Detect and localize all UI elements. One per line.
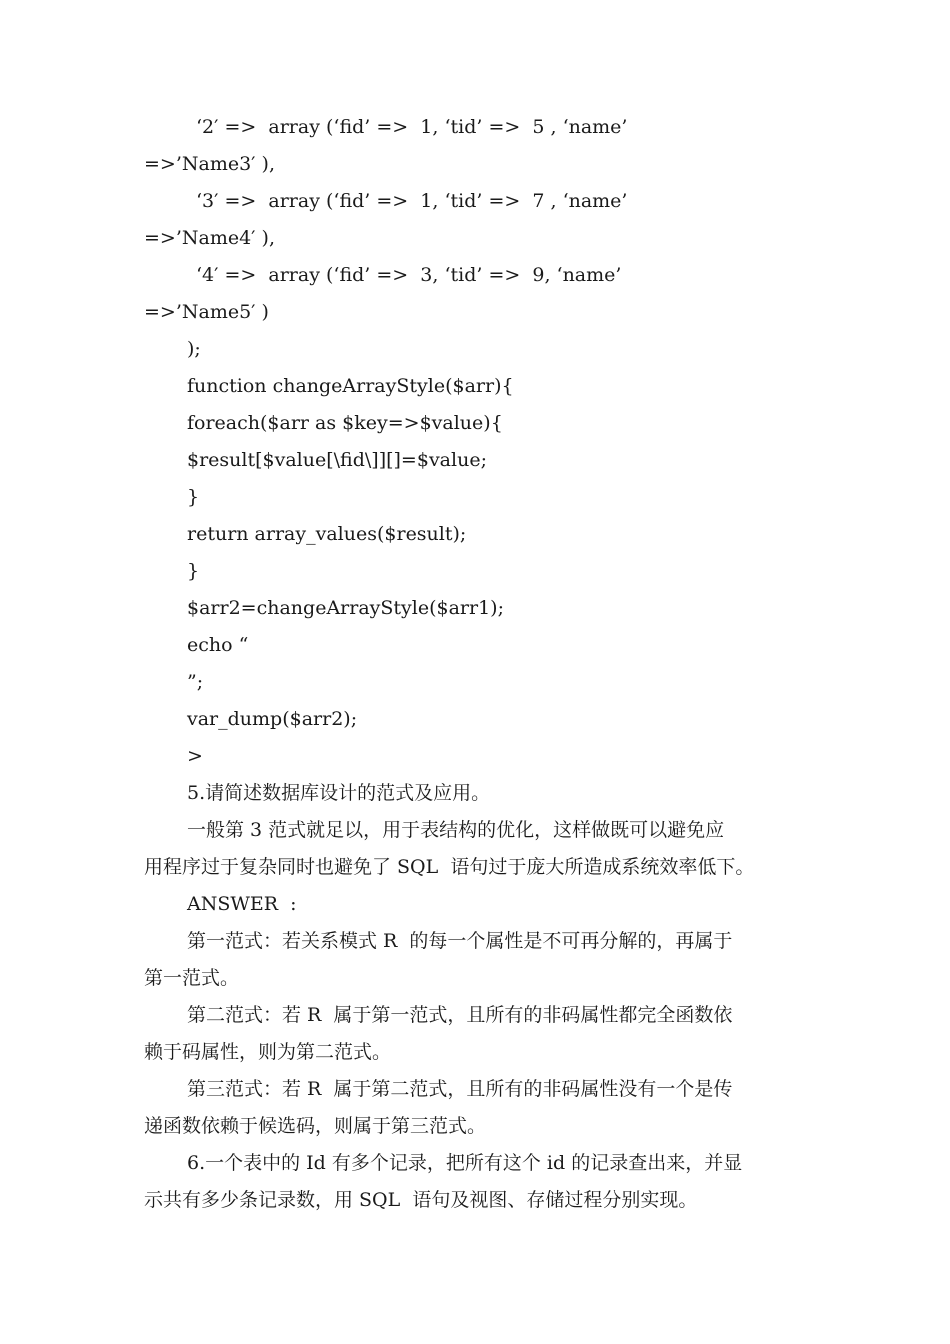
- code-line-array-entry-2: ‘2′ => array (‘fid’ => 1, ‘tid’ => 5 , ‘name’: [196, 116, 628, 138]
- code-line-foreach: foreach($arr as $key=>$value){: [187, 412, 503, 434]
- second-normal-form-line-2: 赖于码属性，则为第二范式。: [144, 1041, 392, 1063]
- code-line-array-entry-3-cont: =>’Name4′ ),: [144, 227, 275, 249]
- code-line-array-entry-3: ‘3′ => array (‘fid’ => 1, ‘tid’ => 7 , ‘name’: [196, 190, 628, 212]
- code-line-arr2-assign: $arr2=changeArrayStyle($arr1);: [187, 597, 504, 619]
- answer-paragraph-line-1: 一般第 3 范式就足以，用于表结构的优化，这样做既可以避免应: [187, 819, 725, 841]
- second-normal-form-line-1: 第二范式：若 R 属于第一范式，且所有的非码属性都完全函数依: [187, 1004, 733, 1026]
- answer-label: ANSWER :: [187, 893, 297, 915]
- third-normal-form-line-1: 第三范式：若 R 属于第二范式，且所有的非码属性没有一个是传: [187, 1078, 733, 1100]
- code-line-array-close: );: [187, 338, 201, 360]
- first-normal-form-line-1: 第一范式：若关系模式 R 的每一个属性是不可再分解的，再属于: [187, 930, 733, 952]
- code-line-php-close: >: [187, 745, 203, 767]
- code-line-echo: echo “: [187, 634, 249, 656]
- answer-paragraph-line-2: 用程序过于复杂同时也避免了 SQL 语句过于庞大所造成系统效率低下。: [144, 856, 755, 878]
- third-normal-form-line-2: 递函数依赖于候选码，则属于第三范式。: [144, 1115, 487, 1137]
- code-line-result-assign: $result[$value[\fid\]][]=$value;: [187, 449, 487, 471]
- code-line-function-close: }: [187, 560, 200, 582]
- question-6-line-1: 6.一个表中的 Id 有多个记录，把所有这个 id 的记录查出来，并显: [187, 1152, 743, 1174]
- code-line-array-entry-4-cont: =>’Name5′ ): [144, 301, 269, 323]
- question-5-heading: 5.请简述数据库设计的范式及应用。: [187, 782, 491, 804]
- code-line-foreach-close: }: [187, 486, 200, 508]
- code-line-array-entry-2-cont: =>’Name3′ ),: [144, 153, 275, 175]
- first-normal-form-line-2: 第一范式。: [144, 967, 240, 989]
- code-line-echo-close: ”;: [187, 671, 204, 693]
- code-line-var-dump: var_dump($arr2);: [187, 708, 358, 730]
- question-6-line-2: 示共有多少条记录数，用 SQL 语句及视图、存储过程分别实现。: [144, 1189, 698, 1211]
- code-line-array-entry-4: ‘4′ => array (‘fid’ => 3, ‘tid’ => 9, ‘name’: [196, 264, 622, 286]
- code-line-return: return array_values($result);: [187, 523, 467, 545]
- code-line-function-decl: function changeArrayStyle($arr){: [187, 375, 514, 397]
